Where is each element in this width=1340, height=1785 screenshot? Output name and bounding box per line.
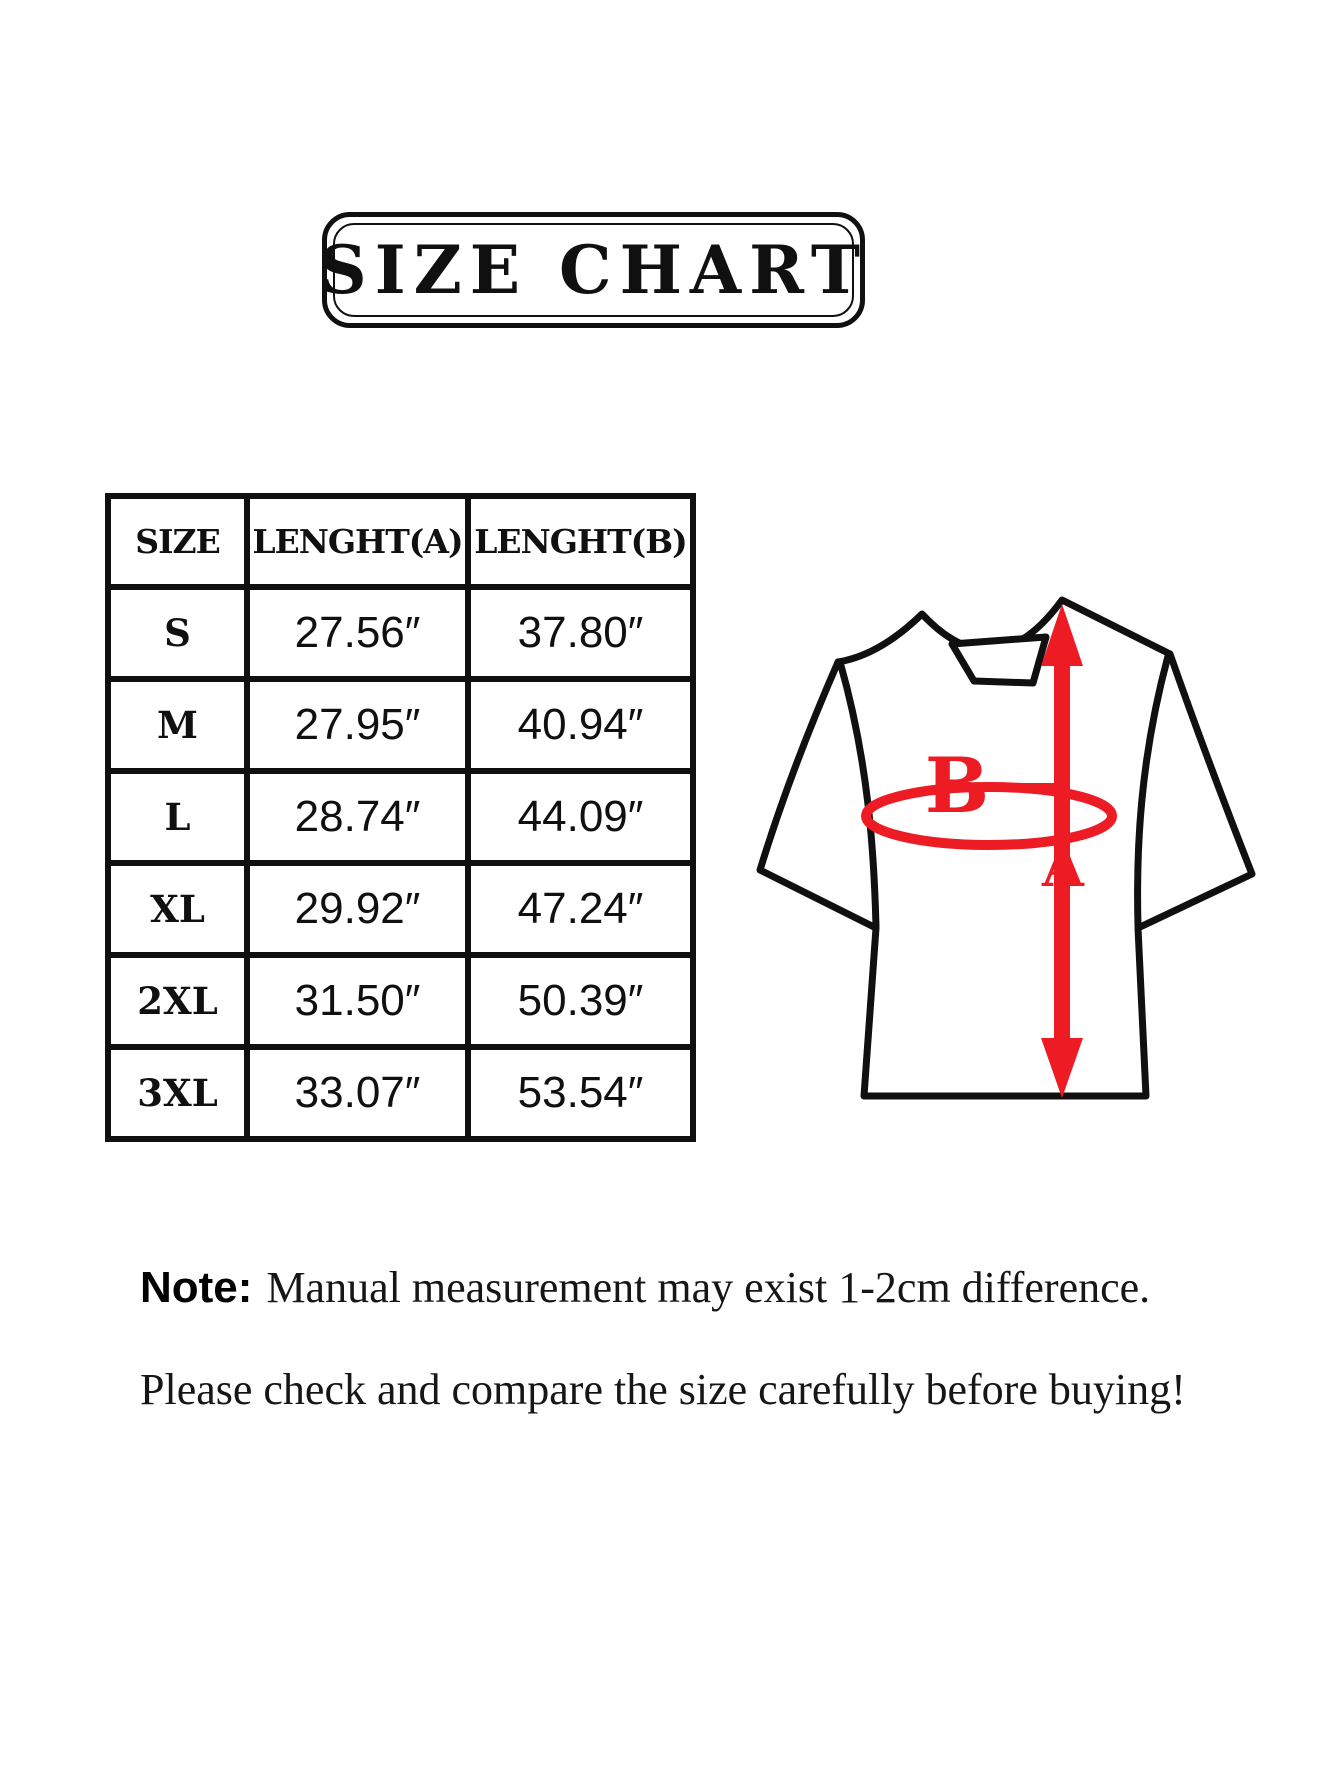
note-prefix: Note: [140, 1263, 253, 1312]
length-b-value: 50.39″ [468, 955, 693, 1047]
length-b-value: 44.09″ [468, 771, 693, 863]
size-table [105, 493, 696, 1142]
size-label: 3XL [108, 1047, 247, 1139]
table-row [108, 679, 693, 771]
size-label: M [108, 679, 247, 771]
size-chart-title-box [319, 212, 868, 328]
header-length-b: LENGHT(B) [468, 496, 693, 587]
label-b-dash [990, 783, 1062, 792]
label-b: B [924, 741, 990, 830]
title-inner-border [319, 223, 868, 317]
size-label: XL [108, 863, 247, 955]
note-line-2: Please check and compare the size carefully before buying! [140, 1365, 1186, 1414]
table-row [108, 955, 693, 1047]
length-b-value: 53.54″ [468, 1047, 693, 1139]
length-a-value: 28.74″ [247, 771, 468, 863]
size-label: S [108, 587, 247, 679]
table-row [108, 1047, 693, 1139]
table-row [108, 771, 693, 863]
note-line-1 [140, 1262, 1150, 1313]
header-size: SIZE [108, 496, 247, 587]
label-a: A [1042, 835, 1084, 899]
length-a-value: 27.56″ [247, 587, 468, 679]
note-text: Manual measurement may exist 1-2cm difference. [266, 1263, 1151, 1312]
length-a-value: 31.50″ [247, 955, 468, 1047]
header-length-a: LENGHT(A) [247, 496, 468, 587]
size-label: L [108, 771, 247, 863]
page-title: SIZE CHART [319, 231, 868, 309]
length-a-value: 29.92″ [247, 863, 468, 955]
length-b-value: 47.24″ [468, 863, 693, 955]
length-b-value: 40.94″ [468, 679, 693, 771]
length-a-value: 33.07″ [247, 1047, 468, 1139]
length-a-value: 27.95″ [247, 679, 468, 771]
table-row [108, 863, 693, 955]
table-row [108, 587, 693, 679]
length-b-value: 37.80″ [468, 587, 693, 679]
table-header-row [108, 496, 693, 587]
size-label: 2XL [108, 955, 247, 1047]
tshirt-measurement-diagram [720, 555, 1280, 1135]
